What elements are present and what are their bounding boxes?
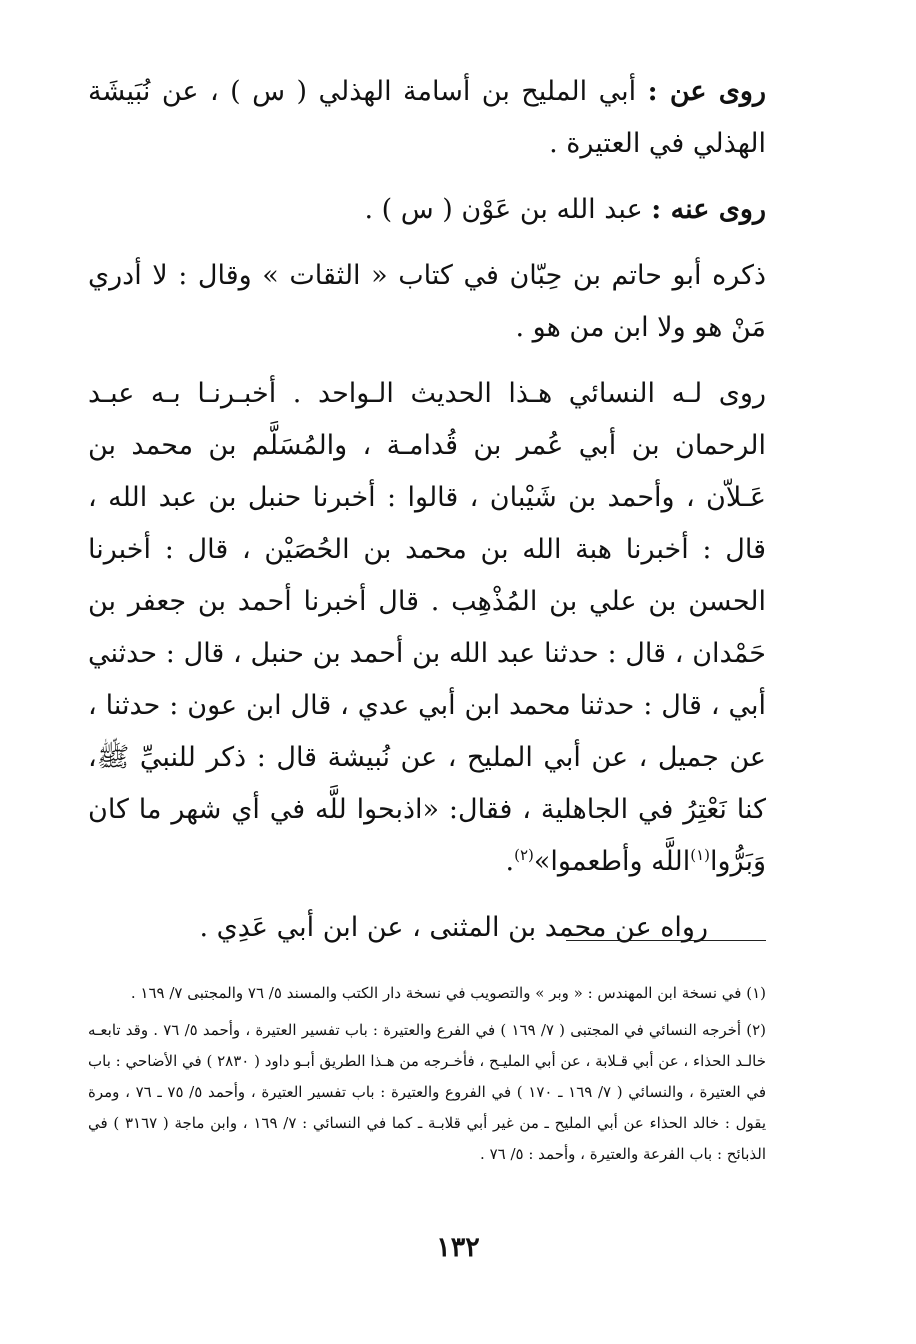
main-text: [88, 66, 766, 954]
hadith-text-end: اللَّه وأطعموا»: [533, 846, 691, 877]
hadith-text: روى لـه النسائي هـذا الحديث الـواحد . أخبـرنـا بـه عبـد الرحمان بن أبي عُمر بن قُدامـة ، والمُسَلَّم بن محمد بن عَـلاّن ، وأحمد بن شَيْبان ، قالوا : أخبرنا حنبل بن عبد الله ، قال : أخبرنا هبة الله بن محمد بن الحُصَيْن ، قال : أخبرنا الحسن بن علي بن المُذْهِب . قال أخبرنا أحمد بن جعفر بن حَمْدان ، قال : حدثنا عبد الله بن أحمد بن حنبل ، قال : حدثني أبي ، قال : حدثنا محمد ابن أبي عدي ، قال ابن عون : حدثنا ، عن جميل ، عن أبي المليح ، عن نُبيشة قال : ذكر للنبيِّ ﷺ، كنا نَعْتِرُ في الجاهلية ، فقال: «اذبحوا للَّه في أي شهر ما كان وَبَرُّوا: [88, 378, 766, 877]
ibn-hibban-paragraph: ذكره أبو حاتم بن حِبّان في كتاب « الثقات » وقال : لا أدري مَنْ هو ولا ابن من هو .: [88, 260, 766, 343]
footnote-2: (٢) أخرجه النسائي في المجتبى ( ٧/ ١٦٩ ) في الفرع والعتيرة : باب تفسير العتيرة ، وأحمد ٥/ ٧٦ . وقد تابعـه خالـد الحذاء ، عن أبي قـلابة ، عن أبي المليـح ، فأخـرجه من هـذا الطريق أبـو داود ( ٢٨٣٠ ) في الأضاحي : باب في العتيرة ، والنسائي ( ٧/ ١٦٩ ـ ١٧٠ ) في الفروع والعتيرة : باب تفسير العتيرة ، وأحمد ٥/ ٧٥ ـ ٧٦ ، ومرة يقول : خالد الحذاء عن أبي المليح ـ من غير أبي قلابـة ـ كما في النسائي : ٧/ ١٦٩ ، وابن ماجة ( ٣١٦٧ ) في الذبائح : باب الفرعة والعتيرة ، وأحمد : ٥/ ٧٦ .: [88, 1021, 767, 1163]
transmission-paragraph: رواه عن محمد بن المثنى ، عن ابن أبي عَدِي .: [199, 912, 708, 943]
footnote-1: (١) في نسخة ابن المهندس : « وبر » والتصويب في نسخة دار الكتب والمسند ٥/ ٧٦ والمجتبى ٧/ ١٦٩ .: [130, 984, 766, 1002]
narrated-from-text: أبي المليح بن أسامة الهذلي ( س ) ، عن نُبَيشَة الهذلي في العتيرة .: [88, 76, 766, 159]
hadith-paragraph: [88, 368, 766, 888]
narrated-by-heading: روى عنه :: [651, 194, 766, 225]
footnote-divider: [566, 940, 766, 941]
page-number: ١٣٢: [436, 1232, 480, 1263]
narrated-by-paragraph: [88, 184, 766, 236]
narrated-by-text: عبد الله بن عَوْن ( س ) .: [364, 194, 643, 225]
footnotes: [88, 978, 766, 1176]
narrated-from-paragraph: [88, 66, 766, 170]
footnote-ref-1[interactable]: (١): [690, 846, 710, 864]
footnote-ref-2[interactable]: (٢): [514, 846, 534, 864]
narrated-from-heading: روى عن :: [647, 76, 766, 107]
hadith-final-stop: .: [505, 846, 515, 877]
